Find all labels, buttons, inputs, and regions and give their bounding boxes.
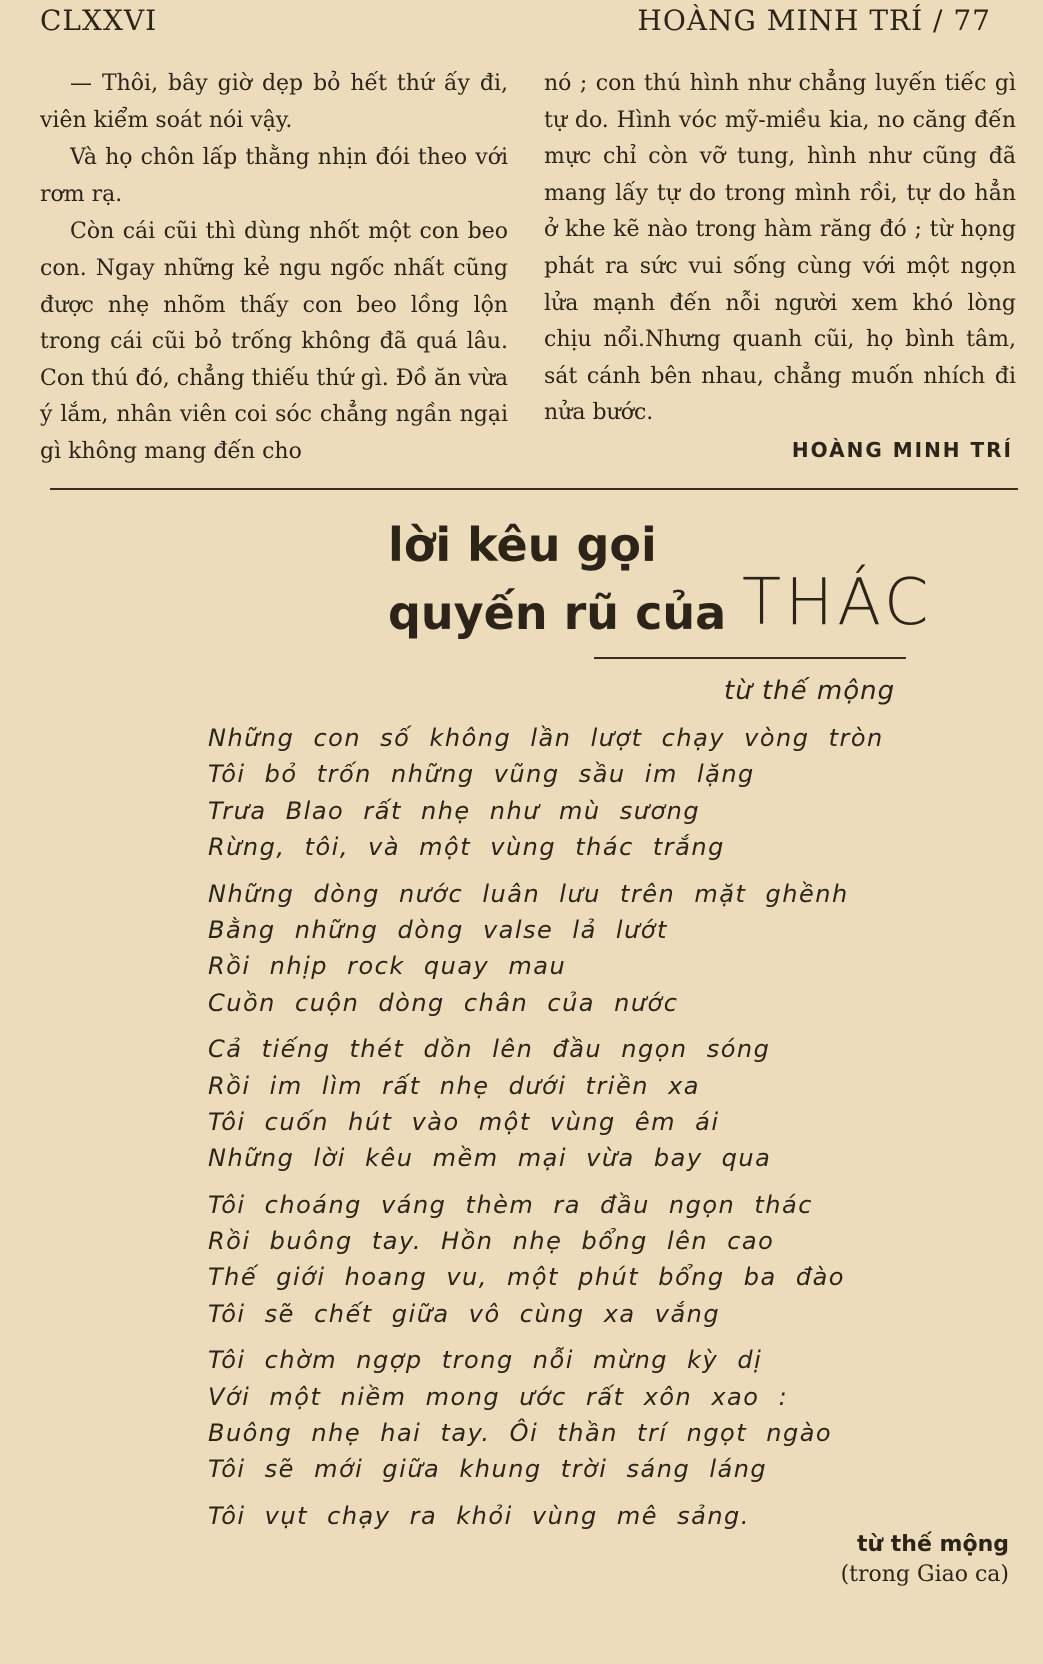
- poem-line: Tôi chờm ngợp trong nỗi mừng kỳ dị: [208, 1346, 763, 1375]
- poem-stanza: [208, 720, 884, 866]
- poem-line: Những lời kêu mềm mại vừa bay qua: [208, 1144, 772, 1173]
- poem-line: Rồi im lìm rất nhẹ dưới triền xa: [208, 1071, 700, 1100]
- poem-stanza: [208, 876, 884, 1022]
- poem-line: Những dòng nước luân lưu trên mặt ghềnh: [208, 879, 849, 908]
- poem-title-line2: quyến rũ của: [388, 586, 727, 640]
- prose-column-left: [40, 66, 508, 471]
- title-underline: [594, 657, 906, 659]
- poem-author: từ thế mộng: [724, 676, 896, 706]
- poem-signature: từ thế mộng: [856, 1532, 1009, 1557]
- poem-stanza: [208, 1342, 884, 1488]
- poem-stanza: [208, 1031, 884, 1177]
- section-divider: [50, 488, 1018, 490]
- poem-body: [208, 720, 884, 1544]
- poem-line: Rồi nhịp rock quay mau: [208, 952, 567, 981]
- poem-title-emphasis: THÁC: [742, 566, 933, 640]
- poem-line: Thế giới hoang vu, một phút bổng ba đào: [208, 1263, 845, 1292]
- poem-line: Tôi sẽ chết giữa vô cùng xa vắng: [208, 1299, 721, 1328]
- poem-stanza: [208, 1498, 884, 1534]
- poem-line: Trưa Blao rất nhẹ như mù sương: [208, 796, 701, 825]
- poem-line: Tôi vụt chạy ra khỏi vùng mê sảng.: [208, 1501, 750, 1530]
- poem-line: Bằng những dòng valse lả lướt: [208, 915, 668, 944]
- prose-paragraph: Và họ chôn lấp thằng nhịn đói theo với rơm rạ.: [40, 145, 508, 207]
- prose-paragraph: Còn cái cũi thì dùng nhốt một con beo con. Ngay những kẻ ngu ngốc nhất cũng được nhẹ nhõm thấy con beo lồng lộn trong cái cũi bỏ trống không đã quá lâu. Con thú đó, chẳng thiếu thứ gì. Đồ ăn vừa ý lắm, nhân viên coi sóc chẳng ngần ngại gì không mang đến cho: [40, 219, 508, 464]
- poem-stanza: [208, 1187, 884, 1333]
- prose-column-right: [544, 66, 1016, 432]
- poem-line: Tôi cuốn hút vào một vùng êm ái: [208, 1107, 720, 1136]
- poem-line: Tôi bỏ trốn những vũng sầu im lặng: [208, 760, 755, 789]
- story-byline: HOÀNG MINH TRÍ: [791, 438, 1013, 462]
- poem-line: Cuồn cuộn dòng chân của nước: [208, 988, 679, 1017]
- poem-line: Rừng, tôi, và một vùng thác trắng: [208, 833, 725, 862]
- poem-source: (trong Giao ca): [840, 1562, 1009, 1587]
- poem-line: Với một niềm mong ước rất xôn xao :: [208, 1382, 789, 1411]
- running-header-left: CLXXVI: [40, 4, 158, 37]
- running-header-right: HOÀNG MINH TRÍ / 77: [637, 4, 991, 37]
- poem-title-line1: lời kêu gọi: [388, 518, 657, 572]
- prose-paragraph: nó ; con thú hình như chẳng luyến tiếc gì tự do. Hình vóc mỹ-miều kia, no căng đến mực chỉ còn vỡ tung, hình như cũng đã mang lấy tự do trong mình rồi, tự do hẳn ở khe kẽ nào trong hàm răng đó ; từ họng phát ra sức vui sống cùng với một ngọn lửa mạnh đến nỗi người xem khó lòng chịu nổi.Nhưng quanh cũi, họ bình tâm, sát cánh bên nhau, chẳng muốn nhích đi nửa bước.: [544, 71, 1016, 426]
- prose-paragraph: — Thôi, bây giờ dẹp bỏ hết thứ ấy đi, viên kiểm soát nói vậy.: [40, 71, 508, 133]
- poem-line: Tôi sẽ mới giữa khung trời sáng láng: [208, 1455, 768, 1484]
- poem-line: Buông nhẹ hai tay. Ôi thần trí ngọt ngào: [208, 1419, 833, 1448]
- poem-line: Rồi buông tay. Hồn nhẹ bổng lên cao: [208, 1227, 775, 1256]
- poem-line: Cả tiếng thét dồn lên đầu ngọn sóng: [208, 1035, 771, 1064]
- poem-line: Những con số không lần lượt chạy vòng tròn: [208, 724, 884, 752]
- poem-line: Tôi choáng váng thèm ra đầu ngọn thác: [208, 1190, 813, 1219]
